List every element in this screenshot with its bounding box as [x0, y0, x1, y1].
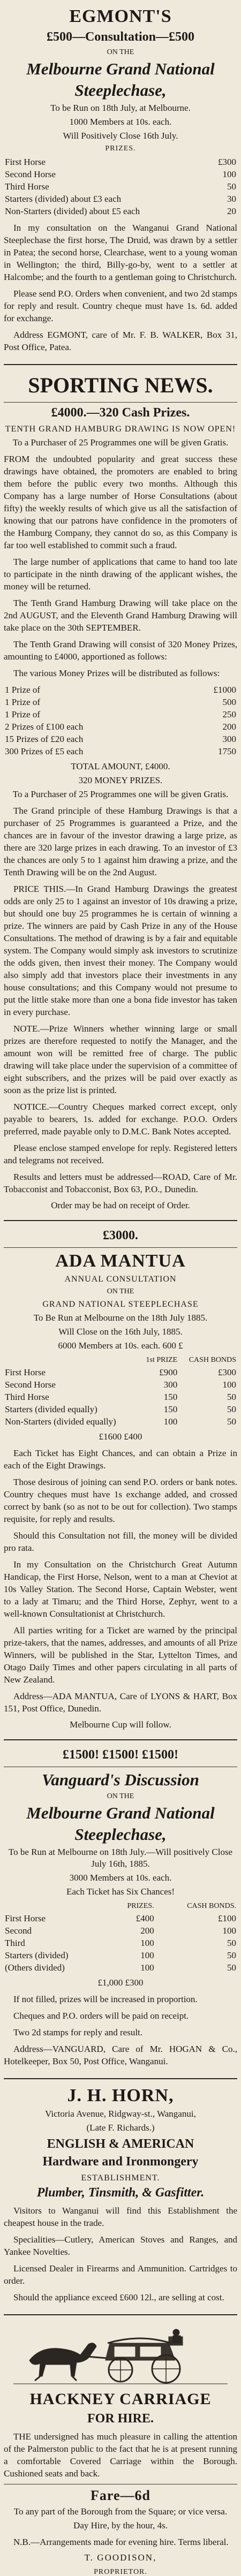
prize-amount: 1750	[218, 746, 236, 756]
prize-label: 1 Prize of	[5, 697, 41, 707]
table-row	[4, 684, 237, 696]
bond-amount: 100	[222, 1926, 236, 1936]
ada-headline-amount: £3000.	[103, 1229, 138, 1242]
horn-headline: J. H. HORN,	[67, 2086, 174, 2105]
egmont-headline: EGMONT'S	[69, 6, 172, 26]
prize-label: 15 Prizes of £20 each	[5, 734, 84, 744]
horn-late: (Late F. Richards.)	[86, 2123, 155, 2133]
bond-amount: £100	[218, 1913, 236, 1923]
egmont-prizes-title: PRIZES.	[105, 145, 136, 153]
sporting-paragraph: The Tenth Grand Hamburg Drawing will take place on the 2nd AUGUST, and the Eleventh Grand Hamburg Drawing will take place on the 30th SEPTEMBER.	[4, 598, 237, 633]
hackney-headline: HACKNEY CARRIAGE	[29, 2390, 212, 2408]
ada-paragraph: Should this Consultation not fill, the money will be divided pro rata.	[4, 1531, 237, 1553]
hackney-for-hire: FOR HIRE.	[87, 2412, 154, 2426]
prize-amount: £900	[159, 1367, 178, 1377]
prize-label: Non-Starters (divided) about £5 each	[5, 206, 140, 216]
vanguard-paragraph: Two 2d stamps for reply and result.	[13, 2027, 143, 2037]
prize-label: 2 Prizes of £100 each	[5, 722, 84, 732]
sporting-cash-prizes: £4000.—320 Cash Prizes.	[51, 406, 190, 420]
table-row	[4, 745, 237, 757]
horn-trades: Plumber, Tinsmith, & Gasfitter.	[36, 2186, 205, 2200]
horn-paragraph: Visitors to Wanganui will find this Establishment the cheapest house in the trade.	[4, 2206, 237, 2228]
egmont-prize-table	[4, 156, 237, 217]
prize-amount: 300	[163, 1380, 178, 1390]
prize-label: First Horse	[5, 1367, 46, 1377]
sporting-paragraph: PRICE THIS.—In Grand Hamburg Drawings the greatest odds are only 25 to 1 against an investor of 10s drawing a prize, but should one buy 25 programmes he is certain of winning a prize. The winners are paid by Cash Prize in any of the House Consultations. The method of drawing is by a fair and equitable system. The Company would simply ask investors to scrutinize the odds given, then invest their money. The Company would also simply add that investors place their investments in any house consultations; and this Company would not presume to put the little stake more than one a bona fide investor has taken in every purchase.	[4, 884, 237, 1017]
vanguard-paragraph: Address—VANGUARD, Care of Mr. HOGAN & Co., Hotelkeeper, Box 50, Post Office, Wanganui.	[4, 2044, 237, 2066]
vanguard-members-line: 3000 Members at 10s. each.	[69, 1873, 172, 1883]
ada-race-line: GRAND NATIONAL STEEPLECHASE	[42, 1300, 199, 1309]
bond-amount: 50	[227, 1963, 236, 1973]
prize-label: Non-Starters (divided equally)	[5, 1416, 116, 1427]
table-row	[4, 1949, 237, 1961]
horn-address: Victoria Avenue, Ridgway-st., Wanganui,	[45, 2109, 196, 2119]
vanguard-on-the: ON THE	[107, 1792, 134, 1800]
prize-amount: 100	[140, 1963, 154, 1973]
ada-prize-table	[4, 1354, 237, 1428]
bond-amount: 50	[227, 1404, 236, 1414]
prize-amount: 50	[227, 181, 236, 192]
table-row	[4, 696, 237, 708]
table-row	[4, 1961, 237, 1974]
ada-run-line: To Be Run at Melbourne on the 18th July 1885.	[33, 1313, 208, 1323]
table-row	[4, 1378, 237, 1391]
prize-amount: 100	[140, 1938, 154, 1948]
sporting-paragraph: FROM the undoubted popularity and great success these drawings have obtained, the promoters are enabled to bring them before the public every two months. Although this Company has a large number of Horse Consultations (about fifty) the weekly results of which give us all the satisfaction of knowing that our patrons have confidence in the promoters of the Hamburg Company, they cannot do so, as this Company is far too well established to commit such a fraud.	[4, 454, 237, 550]
sporting-money-prizes: 320 MONEY PRIZES.	[78, 775, 163, 785]
column-header: CASH BONDS.	[187, 1902, 236, 1910]
horn-advert	[4, 2082, 237, 2310]
ada-on-the: ON THE	[107, 1287, 134, 1295]
table-row	[4, 180, 237, 193]
sporting-paragraph: Please enclose stamped envelope for reply. Registered letters and telegrams not received.	[4, 1143, 237, 1165]
egmont-advert	[4, 3, 237, 360]
table-row	[4, 1937, 237, 1949]
vanguard-total-row: £1,000 £300	[97, 1978, 144, 1988]
prize-amount: 300	[222, 734, 236, 744]
sporting-buyer-line: To a Purchaser of 25 Programmes one will be given Gratis.	[12, 437, 229, 448]
egmont-race-title-2: Steeplechase,	[74, 81, 167, 100]
vanguard-paragraph: If not filled, prizes will be increased in proportion.	[13, 1994, 198, 2004]
prize-label: 300 Prizes of £5 each	[5, 746, 84, 756]
sporting-headline: SPORTING NEWS.	[28, 373, 213, 397]
horn-paragraph: Should the appliance exceed £600 12l., are selling at cost.	[13, 2292, 224, 2302]
column-header: PRIZES.	[127, 1902, 154, 1910]
horn-hardware: Hardware and Ironmongery	[42, 2155, 199, 2169]
prize-amount: 150	[163, 1404, 178, 1414]
prize-amount: 250	[222, 709, 236, 719]
vanguard-advert	[4, 1744, 237, 2074]
divider	[4, 1247, 237, 1248]
sporting-paragraph: The Tenth Grand Drawing will consist of 320 Money Prizes, amounting to £4000, apportioned as follows:	[4, 639, 237, 662]
column-rule	[4, 1739, 237, 1740]
egmont-race-title-1: Melbourne Grand National	[26, 59, 215, 78]
prize-amount: £400	[135, 1913, 154, 1923]
table-row	[4, 1925, 237, 1937]
bond-amount: 50	[227, 1950, 236, 1960]
hackney-advert	[4, 2319, 237, 2576]
sporting-news-advert	[4, 368, 237, 1216]
table-row	[4, 1366, 237, 1378]
ada-name: ADA MANTUA	[55, 1251, 186, 1271]
table-row	[4, 1403, 237, 1415]
egmont-on-the: ON THE	[107, 48, 134, 56]
ada-address: Address—ADA MANTUA, Care of LYONS & HART, Box 151, Post Office, Dunedin.	[4, 1691, 237, 1714]
prize-label: Second	[5, 1926, 32, 1936]
prize-label: First Horse	[5, 1913, 46, 1923]
prize-label: First Horse	[5, 157, 46, 167]
egmont-run-line: To be Run on 18th July, at Melbourne.	[50, 103, 191, 113]
prize-label: Second Horse	[5, 1380, 56, 1390]
horn-english: ENGLISH & AMERICAN	[47, 2137, 194, 2151]
prize-label: Starters (divided)	[5, 1950, 69, 1960]
divider	[4, 402, 237, 403]
prize-label: Starters (divided) about £3 each	[5, 194, 122, 204]
egmont-paragraph: Address EGMONT, care of Mr. F. B. WALKER, Box 31, Post Office, Patea.	[4, 330, 237, 352]
sporting-paragraph: The Grand principle of these Hamburg Drawings is that a purchaser of 25 Programmes is guaranteed a Prize, and the chances are in favour of the investor drawing a large prize, as there are 320 large prizes in each drawing. To an investor of £3 the chances are only 5 to 1 against him drawing a prize, and the Tenth Drawing will be on the 2nd August.	[4, 806, 237, 877]
table-row	[4, 205, 237, 217]
hackney-name: T. GOODISON,	[84, 2552, 157, 2563]
prize-amount: 100	[163, 1416, 178, 1427]
prize-amount: 100	[222, 169, 236, 179]
prize-amount: 30	[227, 194, 236, 204]
egmont-members-line: 1000 Members at 10s. each.	[69, 117, 172, 127]
prize-label: Third Horse	[5, 1392, 49, 1402]
hackney-note: N.B.—Arrangements made for evening hire. Terms liberal.	[13, 2537, 229, 2547]
ada-total: £1600 £400	[99, 1431, 142, 1442]
ada-paragraph: Each Ticket has Eight Chances, and can obtain a Prize in each of the Eight Drawings.	[4, 1448, 237, 1471]
sporting-paragraph: The large number of applications that came to hand too late to participate in the ninth drawing of the applicant wishes, the money will be returned.	[4, 557, 237, 592]
ada-close-line: Will Close on the 16th July, 1885.	[58, 1327, 183, 1337]
horn-paragraph: Specialities—Cutlery, American Stoves and Ranges, and Yankee Novelties.	[4, 2234, 237, 2257]
bond-amount: 50	[227, 1392, 236, 1402]
vanguard-title-1: Vanguard's Discussion	[42, 1770, 199, 1789]
vanguard-headline: £1500! £1500! £1500!	[63, 1748, 178, 1762]
sporting-total: TOTAL AMOUNT, £4000.	[71, 761, 170, 771]
table-row	[4, 1415, 237, 1428]
sporting-paragraph: Results and letters must be addressed—ROAD, Care of Mr. Tobacconist and Tobacconist, Box 63, P.O., Dunedin.	[4, 1172, 237, 1194]
hackney-title: PROPRIETOR.	[94, 2568, 147, 2576]
prize-label: Starters (divided equally)	[5, 1404, 97, 1414]
vanguard-run-line: To be Run at Melbourne on 18th July.—Will positively Close July 16th, 1885.	[8, 1847, 233, 1869]
egmont-close-line: Will Positively Close 16th July.	[63, 131, 178, 141]
table-header-row	[4, 1354, 237, 1366]
vanguard-title-3: Steeplechase,	[74, 1825, 167, 1844]
prize-amount: 200	[222, 722, 236, 732]
sporting-paragraph: The various Money Prizes will be distributed as follows:	[13, 668, 220, 678]
table-row	[4, 168, 237, 180]
hackney-day-hire: Day Hire, by the hour, 4s.	[73, 2520, 168, 2530]
sporting-paragraph: NOTE.—Prize Winners whether winning large or small prizes are therefore requested to notify the Manager, and the amount won will be remitted free of charge. The public drawing will take place under the supervision of a committee of eight subscribers, and the prizes will be paid over exactly as soon as the prize list is printed.	[4, 1024, 237, 1095]
column-rule	[4, 2078, 237, 2079]
table-row	[4, 733, 237, 745]
ada-paragraph: Those desirous of joining can send P.O. orders or bank notes. Country cheques must have 1s exchange added, and crossed correct by bank (so as not to be out for collection). Two stamps requisite, for reply and results.	[4, 1477, 237, 1524]
table-header-row	[4, 1900, 237, 1912]
bond-amount: 100	[222, 1380, 236, 1390]
prize-amount: 500	[222, 697, 236, 707]
sporting-order-line: Order may be had on receipt of Order.	[51, 1200, 190, 1210]
egmont-subhead: £500—Consultation—£500	[46, 30, 195, 44]
table-row	[4, 1391, 237, 1403]
prize-amount: £300	[218, 157, 236, 167]
column-rule	[4, 1220, 237, 1221]
prize-amount: £1000	[213, 685, 236, 695]
prize-amount: 100	[140, 1950, 154, 1960]
table-row	[4, 1912, 237, 1925]
prize-label: Third Horse	[5, 181, 49, 192]
hackney-paragraph: THE undersigned has much pleasure in calling the attention of the Palmerston public to the fact that he is at present running a comfortable Covered Carriage within the Borough. Cushioned seats and back.	[4, 2431, 237, 2479]
prize-label: 1 Prize of	[5, 685, 41, 695]
sporting-buyer-line-2: To a Purchaser of 25 Programmes one will be given Gratis.	[12, 789, 229, 799]
egmont-paragraph: Please send P.O. Orders when convenient, and two 2d stamps for reply and result. Country cheque must have 1s. 6d. added for exchange.	[4, 289, 237, 323]
ada-annual: ANNUAL CONSULTATION	[64, 1275, 177, 1284]
bond-amount: £300	[218, 1367, 236, 1377]
column-header: 1st PRIZE	[146, 1356, 178, 1364]
sporting-paragraph: NOTICE.—Country Cheques marked correct except, only payable to bearers, 1s. added for exchange. P.O.O. Orders preferred, made payable only to D.M.C. Bank Notes accepted.	[4, 1102, 237, 1137]
ada-members-line: 6000 Members at 10s. each. 600 £	[58, 1340, 183, 1351]
ada-paragraph: All parties writing for a Ticket are warned by the principal prize-takers, that the names, addresses, and amounts of all Prize Winners, will be published in the Star, Lyttelton Times, and Otago Daily Times and other papers circulating in all parts of New Zealand.	[4, 1625, 237, 1685]
prize-amount: 200	[140, 1926, 154, 1936]
vanguard-paragraph: Cheques and P.O. orders will be paid on receipt.	[13, 2011, 189, 2021]
table-row	[4, 708, 237, 721]
prize-amount: 150	[163, 1392, 178, 1402]
column-header: CASH BONDS	[189, 1356, 236, 1364]
ada-footer-line: Melbourne Cup will follow.	[70, 1719, 171, 1730]
hackney-fare: Fare—6d	[91, 2488, 150, 2503]
bond-amount: 50	[227, 1416, 236, 1427]
bond-amount: 50	[227, 1938, 236, 1948]
ada-mantua-advert	[4, 1224, 237, 1735]
horn-establishment: ESTABLISHMENT.	[81, 2173, 160, 2183]
prize-label: (Others divided)	[5, 1963, 65, 1973]
ada-paragraph: In my Consultation on the Christchurch Great Autumn Handicap, the First Horse, Nelson, went to a man at Cheviot at 10s Valley Station. The Second Horse, Captain Webster, went to a lady at Timaru; and the Third Horse, Zephyr, went to a well-known Consultationist at Christchurch.	[4, 1559, 237, 1619]
table-row	[4, 156, 237, 168]
sporting-tenth-drawing: TENTH GRAND HAMBURG DRAWING IS NOW OPEN!	[5, 425, 236, 434]
column-rule	[4, 2314, 237, 2315]
prize-label: Third	[5, 1938, 25, 1948]
vanguard-prize-table	[4, 1900, 237, 1974]
sporting-prize-table	[4, 684, 237, 757]
horse-carriage-illustration	[8, 2323, 233, 2387]
prize-label: 1 Prize of	[5, 709, 41, 719]
vanguard-chances-line: Each Ticket has Six Chances!	[66, 1886, 175, 1897]
column-rule	[4, 364, 237, 365]
prize-amount: 20	[227, 206, 236, 216]
vanguard-title-2: Melbourne Grand National	[26, 1804, 215, 1822]
prize-label: Second Horse	[5, 169, 56, 179]
egmont-paragraph: In my consultation on the Wanganui Grand National Steeplechase the first horse, The Druid, was drawn by a settler in Patea; the second horse, Clearchase, went to a young woman in Wellington; the third, Billy-go-by, went to a settler at Halcombe; and the fourth to a gentleman going to Christchurch.	[4, 223, 237, 282]
table-row	[4, 193, 237, 205]
table-row	[4, 721, 237, 733]
horn-paragraph: Licensed Dealer in Firearms and Ammunition. Cartridges to order.	[4, 2263, 237, 2286]
hackney-fare-detail: To any part of the Borough from the Square; or vice versa.	[13, 2506, 228, 2517]
